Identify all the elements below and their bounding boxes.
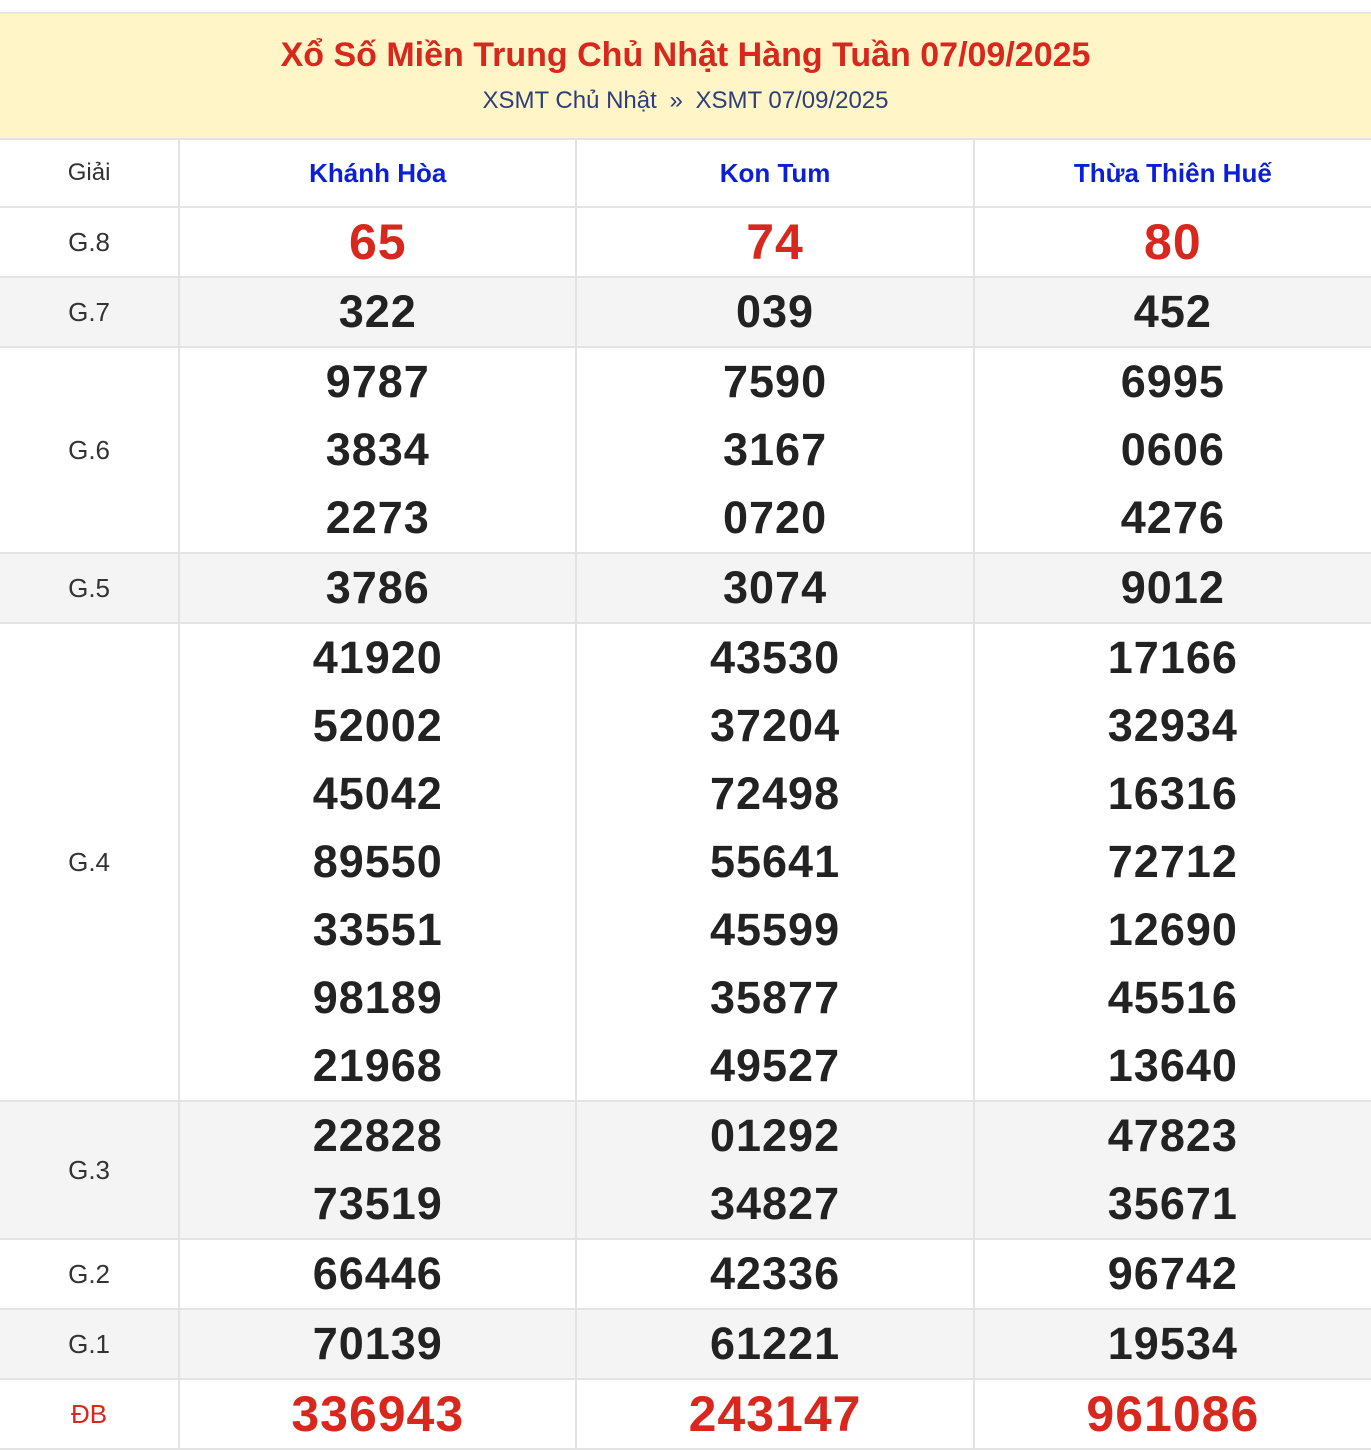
result-cell — [576, 623, 973, 1101]
breadcrumb-link-weekday[interactable]: XSMT Chủ Nhật — [482, 87, 657, 114]
result-number: 13640 — [1107, 1040, 1238, 1091]
result-number: 47823 — [1107, 1110, 1238, 1161]
table-row — [0, 1101, 1371, 1239]
prize-label: G.4 — [0, 623, 179, 1101]
result-number: 52002 — [312, 700, 443, 751]
result-cell — [974, 1309, 1371, 1379]
result-number: 72498 — [709, 768, 841, 819]
province-header[interactable]: Khánh Hòa — [179, 139, 576, 207]
result-number: 3074 — [722, 562, 828, 613]
table-row — [0, 623, 1371, 1101]
table-header-row — [0, 139, 1371, 207]
result-number: 45516 — [1107, 972, 1238, 1023]
prize-label: G.3 — [0, 1101, 179, 1239]
result-cell — [974, 207, 1371, 277]
table-row — [0, 277, 1371, 347]
result-number: 35877 — [709, 972, 841, 1023]
result-number: 01292 — [709, 1110, 841, 1161]
result-number: 66446 — [312, 1248, 443, 1299]
result-number: 16316 — [1107, 768, 1238, 819]
result-number: 96742 — [1107, 1248, 1238, 1299]
result-number: 0606 — [1120, 424, 1225, 475]
result-number: 3834 — [325, 424, 430, 475]
table-row — [0, 1239, 1371, 1309]
prize-label: G.1 — [0, 1309, 179, 1379]
result-number: 3786 — [325, 562, 430, 613]
result-number: 961086 — [1086, 1386, 1260, 1442]
result-number: 32934 — [1107, 700, 1238, 751]
prize-column-header: Giải — [0, 139, 179, 207]
result-cell — [974, 347, 1371, 553]
breadcrumb-link-date[interactable]: XSMT 07/09/2025 — [695, 87, 889, 114]
table-row — [0, 207, 1371, 277]
province-header[interactable]: Kon Tum — [576, 139, 973, 207]
result-cell — [179, 207, 576, 277]
table-row — [0, 553, 1371, 623]
result-cell — [179, 1101, 576, 1239]
result-number: 80 — [1144, 214, 1202, 270]
result-number: 72712 — [1107, 836, 1238, 887]
result-number: 21968 — [312, 1040, 443, 1091]
result-number: 89550 — [312, 836, 443, 887]
result-cell — [974, 1101, 1371, 1239]
result-number: 4276 — [1120, 492, 1225, 543]
table-row — [0, 347, 1371, 553]
result-cell — [974, 277, 1371, 347]
breadcrumb — [0, 88, 1371, 114]
result-cell — [576, 553, 973, 623]
result-number: 22828 — [312, 1110, 443, 1161]
result-number: 35671 — [1107, 1178, 1238, 1229]
result-cell — [576, 1239, 973, 1309]
result-number: 9787 — [325, 356, 430, 407]
result-cell — [974, 623, 1371, 1101]
prize-label: G.2 — [0, 1239, 179, 1309]
results-table — [0, 138, 1371, 1450]
prize-label: G.7 — [0, 277, 179, 347]
result-number: 45042 — [312, 768, 443, 819]
prize-label: G.8 — [0, 207, 179, 277]
result-cell — [179, 1239, 576, 1309]
result-number: 74 — [746, 214, 804, 270]
result-number: 6995 — [1120, 356, 1225, 407]
result-cell — [179, 1309, 576, 1379]
results-header — [0, 12, 1371, 138]
result-number: 33551 — [312, 904, 443, 955]
result-cell — [179, 623, 576, 1101]
result-number: 9012 — [1120, 562, 1225, 613]
result-number: 55641 — [709, 836, 841, 887]
result-number: 49527 — [709, 1040, 841, 1091]
result-number: 336943 — [291, 1386, 465, 1442]
prize-label: G.6 — [0, 347, 179, 553]
result-number: 34827 — [709, 1178, 841, 1229]
result-cell — [576, 1101, 973, 1239]
province-header[interactable]: Thừa Thiên Huế — [974, 139, 1371, 207]
result-number: 039 — [736, 286, 815, 337]
result-cell — [576, 207, 973, 277]
result-number: 7590 — [722, 356, 828, 407]
results-body — [0, 207, 1371, 1449]
result-number: 98189 — [312, 972, 443, 1023]
result-number: 37204 — [709, 700, 841, 751]
result-cell — [179, 347, 576, 553]
page-title: Xổ Số Miền Trung Chủ Nhật Hàng Tuần 07/09/2025 — [280, 36, 1091, 74]
result-cell — [974, 553, 1371, 623]
result-number: 0720 — [722, 492, 828, 543]
prize-label: ĐB — [0, 1379, 179, 1449]
result-number: 45599 — [709, 904, 841, 955]
result-cell — [179, 277, 576, 347]
result-number: 70139 — [312, 1318, 443, 1369]
result-number: 41920 — [312, 632, 443, 683]
result-number: 12690 — [1107, 904, 1238, 955]
result-number: 19534 — [1107, 1318, 1238, 1369]
result-number: 65 — [348, 214, 407, 270]
result-number: 322 — [338, 286, 417, 337]
result-number: 243147 — [688, 1386, 862, 1442]
result-number: 17166 — [1107, 632, 1238, 683]
result-number: 42336 — [709, 1248, 841, 1299]
result-number: 43530 — [709, 632, 841, 683]
result-number: 452 — [1133, 286, 1212, 337]
result-cell — [576, 1309, 973, 1379]
table-row — [0, 1309, 1371, 1379]
breadcrumb-separator: » — [669, 87, 683, 114]
result-number: 3167 — [722, 424, 828, 475]
prize-label: G.5 — [0, 553, 179, 623]
result-cell — [179, 553, 576, 623]
result-number: 61221 — [709, 1318, 841, 1369]
result-number: 73519 — [312, 1178, 443, 1229]
result-cell — [576, 277, 973, 347]
result-number: 2273 — [325, 492, 430, 543]
results-page — [0, 12, 1371, 1450]
result-cell — [576, 347, 973, 553]
result-cell — [974, 1239, 1371, 1309]
